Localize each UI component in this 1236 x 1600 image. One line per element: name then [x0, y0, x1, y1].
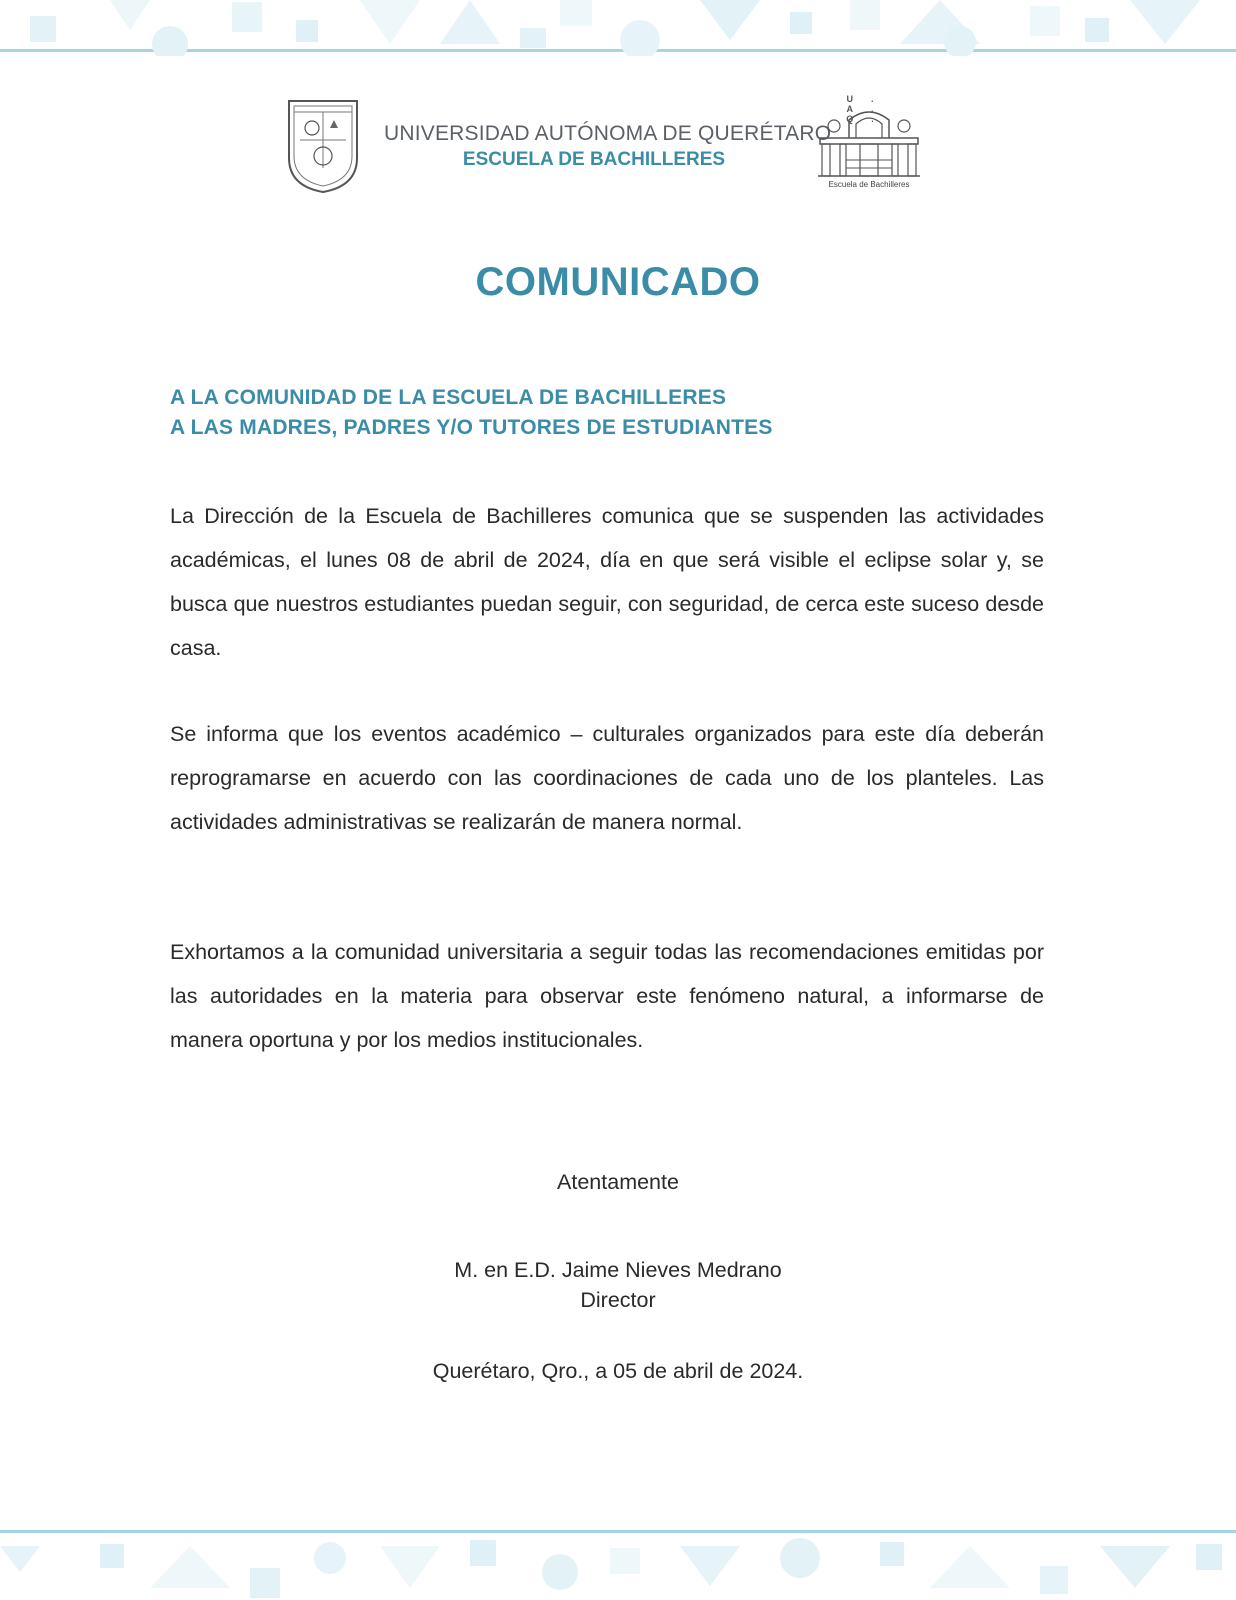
uaq-crest-logo	[286, 98, 360, 194]
signer-name: M. en E.D. Jaime Nieves Medrano	[454, 1258, 782, 1282]
addressee-block	[170, 383, 1070, 443]
university-name: UNIVERSIDAD AUTÓNOMA DE QUERÉTARO	[384, 122, 832, 145]
page-title: COMUNICADO	[475, 260, 761, 304]
school-building-logo	[816, 96, 922, 196]
signer-role: Director	[580, 1288, 656, 1312]
body-paragraph-1: La Dirección de la Escuela de Bachilleres comunica que se suspenden las actividades académicas, el lunes 08 de abril de 2024, día en que será visible el eclipse solar y, se busca que nuestros estudiantes puedan seguir, con seguridad, de cerca este suceso desde casa.	[170, 504, 1044, 660]
body-paragraph-2: Se informa que los eventos académico – culturales organizados para este día deberán reprogramarse en acuerdo con las coordinaciones de cada uno de los planteles. Las actividades administrativas se realizarán de manera normal.	[170, 722, 1044, 834]
place-date: Querétaro, Qro., a 05 de abril de 2024.	[432, 1359, 804, 1383]
bottom-decorative-band	[0, 1528, 1236, 1600]
logo-caption: Escuela de Bachilleres	[828, 180, 910, 189]
closing: Atentamente	[557, 1170, 679, 1194]
addressee-line-1: A LA COMUNIDAD DE LA ESCUELA DE BACHILLERES	[170, 386, 727, 409]
school-name: ESCUELA DE BACHILLERES	[462, 149, 726, 170]
addressee-line-2: A LAS MADRES, PADRES Y/O TUTORES DE ESTUDIANTES	[170, 416, 773, 439]
top-decorative-band	[0, 0, 1236, 56]
logo-letters: U. A. Q.	[846, 94, 892, 124]
body-paragraph-3: Exhortamos a la comunidad universitaria a seguir todas las recomendaciones emitidas por las autoridades en la materia para observar este fenómeno natural, a informarse de manera oportuna y por los medios institucionales.	[170, 940, 1044, 1052]
letterhead	[286, 96, 946, 196]
